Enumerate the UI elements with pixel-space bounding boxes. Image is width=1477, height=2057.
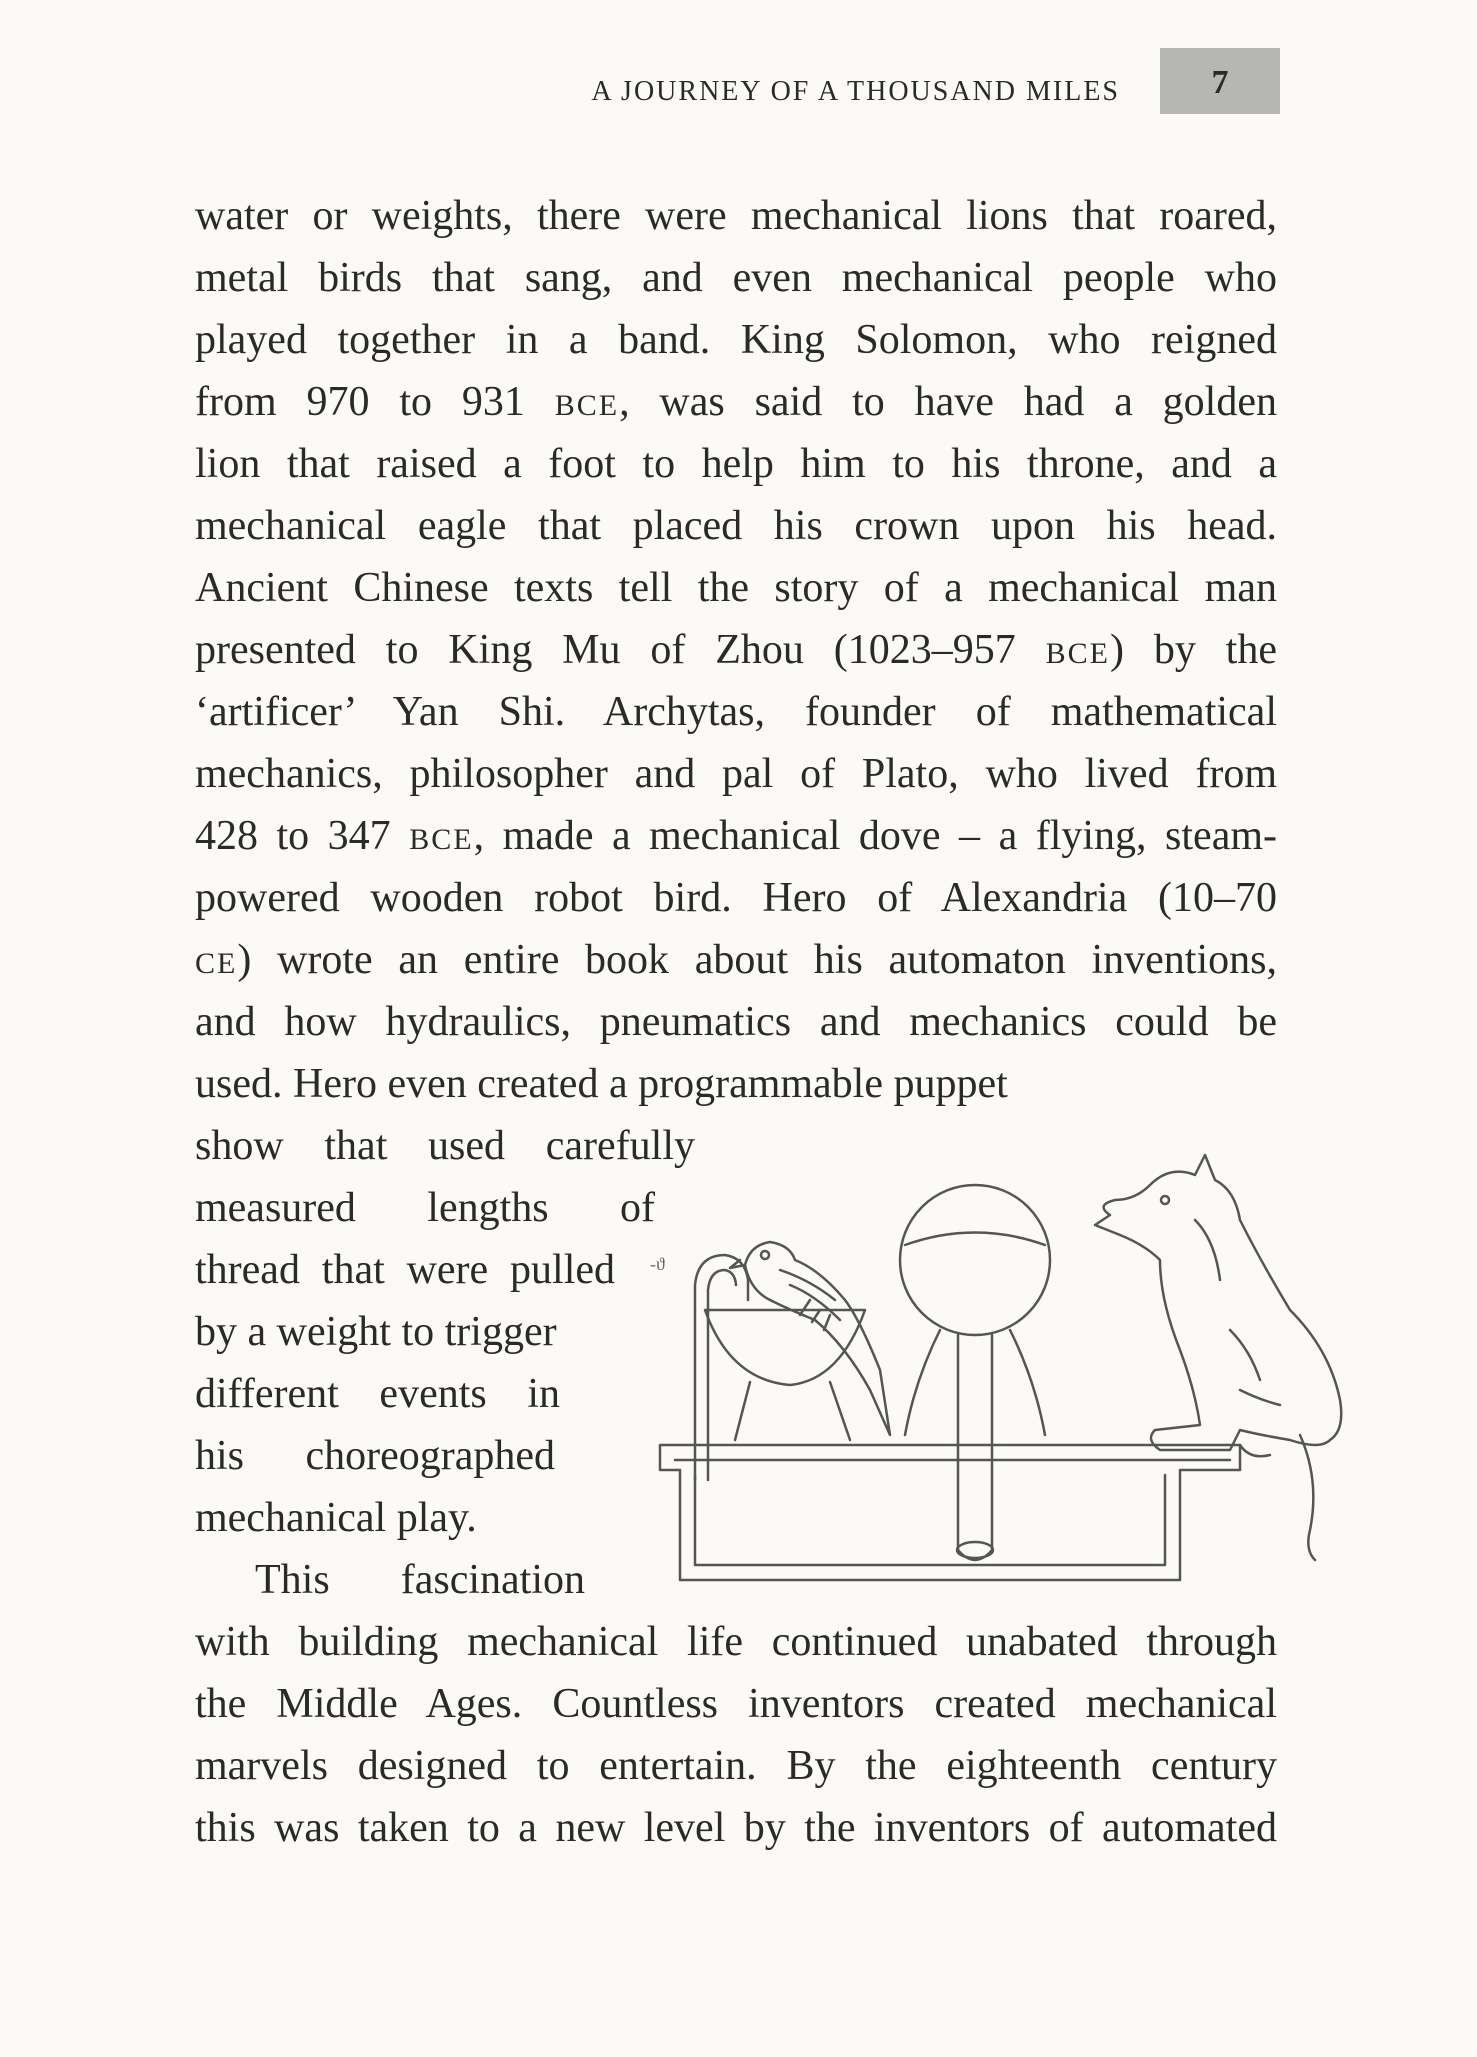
- text-line: ‘artificer’ Yan Shi. Archytas, founder of mathematical: [195, 689, 1277, 735]
- globe-stand: [905, 1330, 1045, 1435]
- running-head: A JOURNEY OF A THOUSAND MILES: [591, 76, 1120, 107]
- bird-body: [745, 1242, 890, 1435]
- text-line: mechanics, philosopher and pal of Plato, who lived from: [195, 751, 1277, 797]
- siphon-pipe-inner: [708, 1270, 736, 1480]
- text-line: [195, 805, 1277, 867]
- base-trough-outline: [660, 1445, 1240, 1580]
- text-run: ) by the: [1109, 627, 1277, 673]
- text-line: with building mechanical life continued unabated through: [195, 1619, 1277, 1665]
- text-line: this was taken to a new level by the inventors of automated: [195, 1805, 1277, 1851]
- text-line: This fascination: [255, 1557, 585, 1603]
- text-line: [195, 929, 1277, 991]
- small-caps-era: BCE: [409, 823, 474, 856]
- text-line: by a weight to trigger: [195, 1309, 557, 1355]
- bird-wing-lines: [780, 1270, 840, 1320]
- text-line: different events in: [195, 1371, 560, 1417]
- trough-inner-frame: [695, 1475, 1165, 1565]
- globe: [900, 1185, 1050, 1335]
- text-line: mechanical eagle that placed his crown upon his head.: [195, 503, 1277, 549]
- text-run: ) wrote an entire book about his automaton inventions,: [237, 937, 1277, 983]
- text-line: marvels designed to entertain. By the eighteenth century: [195, 1743, 1277, 1789]
- text-line: measured lengths of: [195, 1185, 655, 1231]
- text-line: metal birds that sang, and even mechanical people who: [195, 255, 1277, 301]
- text-line: [195, 371, 1277, 433]
- globe-rim: [905, 1233, 1045, 1246]
- text-line: lion that raised a foot to help him to his throne, and a: [195, 441, 1277, 487]
- small-caps-era: CE: [195, 947, 238, 980]
- text-line: the Middle Ages. Countless inventors created mechanical: [195, 1681, 1277, 1727]
- text-run: , was said to have had a golden: [619, 379, 1277, 425]
- page-number: 7: [1160, 48, 1280, 114]
- automaton-illustration: [640, 1150, 1360, 1620]
- small-caps-era: BCE: [1045, 637, 1110, 670]
- bird-eye: [761, 1251, 769, 1259]
- small-caps-era: BCE: [554, 389, 620, 422]
- globe-tube: [958, 1335, 992, 1560]
- text-run: , made a mechanical dove – a flying, steam-: [473, 813, 1277, 859]
- bowl-legs: [735, 1382, 850, 1440]
- text-line: played together in a band. King Solomon, who reigned: [195, 317, 1277, 363]
- text-line: powered wooden robot bird. Hero of Alexandria (10–70: [195, 875, 1277, 921]
- dog-tail: [1300, 1435, 1315, 1560]
- text-run: 428 to 347: [195, 813, 410, 859]
- text-line: thread that were pulled: [195, 1247, 615, 1293]
- text-line: show that used carefully: [195, 1123, 695, 1169]
- dog-body: [1095, 1155, 1341, 1450]
- text-line: his choreographed: [195, 1433, 555, 1479]
- text-line: Ancient Chinese texts tell the story of a mechanical man: [195, 565, 1277, 611]
- text-run: from 970 to 931: [195, 379, 555, 425]
- annotation-mark: -ϑ: [650, 1254, 665, 1274]
- text-line: used. Hero even created a programmable puppet: [195, 1061, 1008, 1107]
- text-line: water or weights, there were mechanical lions that roared,: [195, 193, 1277, 239]
- text-line: mechanical play.: [195, 1495, 477, 1541]
- dog-eye: [1161, 1196, 1169, 1204]
- text-line: and how hydraulics, pneumatics and mechanics could be: [195, 999, 1277, 1045]
- tube-end: [957, 1542, 993, 1558]
- text-run: presented to King Mu of Zhou (1023–957: [195, 627, 1046, 673]
- text-line: [195, 619, 1277, 681]
- dog-paw: [1240, 1445, 1270, 1456]
- dog-fur-lines: [1195, 1220, 1280, 1405]
